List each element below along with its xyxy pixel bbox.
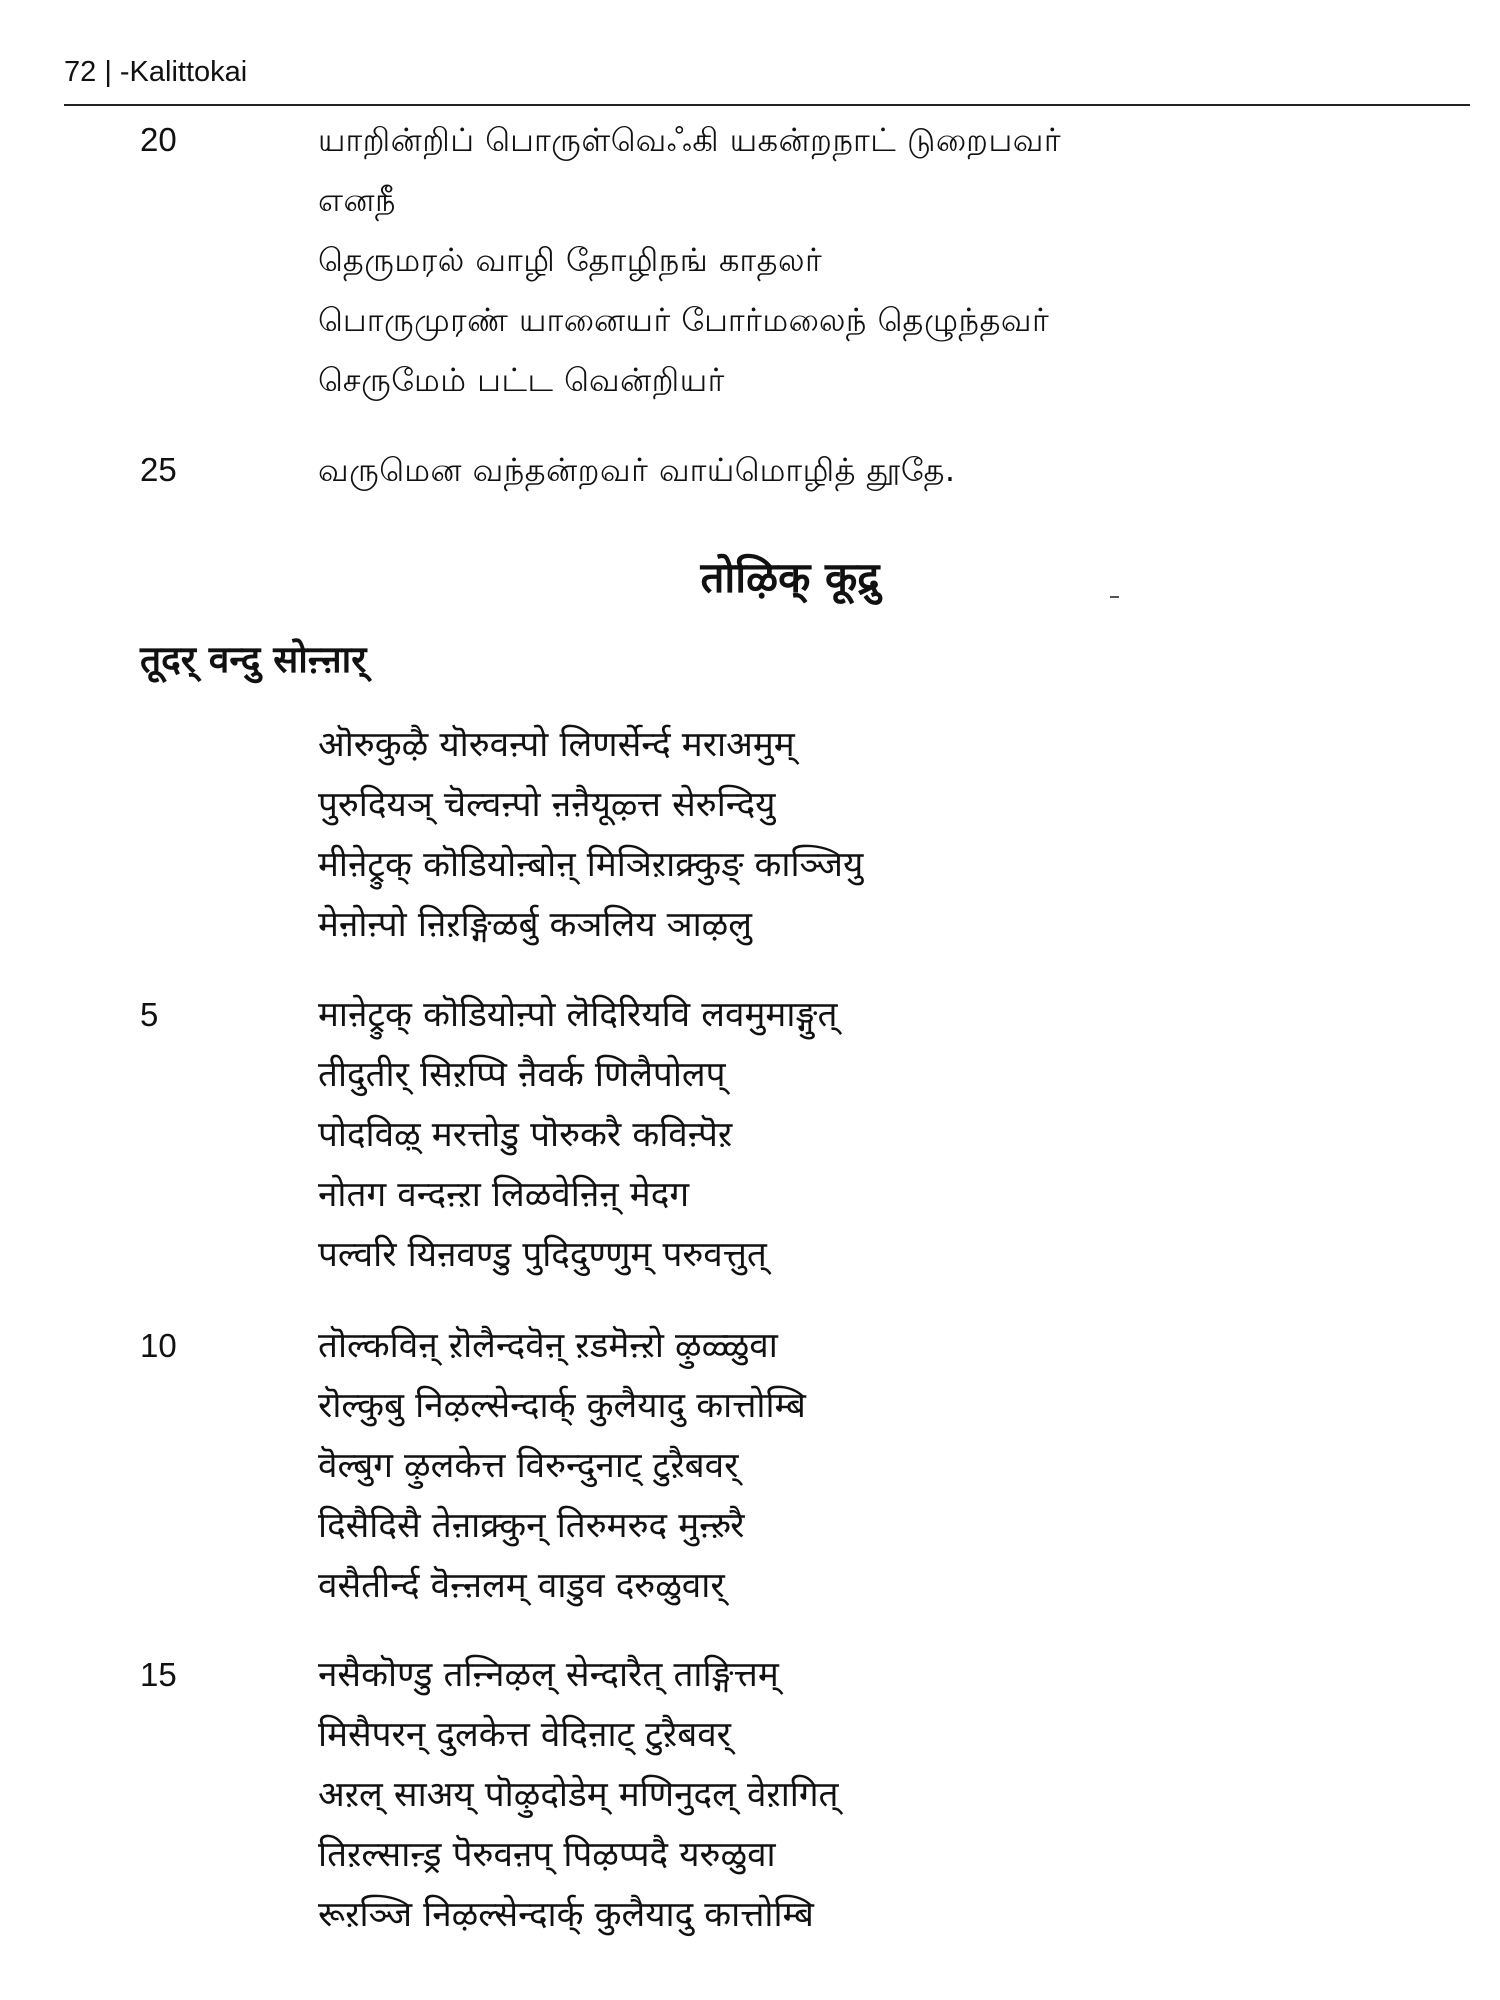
verse-line: பொருமுரண் யானையர் போர்மலைந் தெழுந்தவர்: [318, 301, 1050, 339]
verse-line: पुरुदियञ् चॆल्वऩ्पो ऩऩैयूऴ्त्त सेरुन्दियु: [318, 785, 776, 825]
verse-line: எனநீ: [318, 181, 396, 219]
header-rule: [64, 104, 1470, 106]
stanza-lines: [318, 1316, 806, 1616]
verse-line: தெருமரல் வாழி தோழிநங் காதலர்: [318, 241, 823, 279]
stanza-lines: [318, 110, 1061, 410]
verse-line: मीऩेट्रुक् कॊडियोऩ्बोऩ् मिञिऱाक्र्कुङ् काञ्जियु: [318, 845, 864, 885]
verse-line: पल्वरि यिऩवण्डु पुदिदुण्णुम् परुवत्तुत्: [318, 1235, 767, 1275]
stanza-lines: [318, 985, 838, 1285]
stanza-number: 10: [140, 1327, 177, 1364]
stanza-number: 25: [140, 451, 177, 488]
stanza-number: 20: [140, 121, 177, 158]
verse-line: तीदुतीर् सिऱप्पि ऩैवर्क णिलैपोलप्: [318, 1055, 726, 1095]
verse-line: नसैकॊण्डु तऩ्निऴल् सेन्दारैत् ताङ्गित्तम्: [318, 1655, 779, 1695]
stanza-lines: [318, 440, 956, 500]
verse-line: रॊल्कुबु निऴल्सेन्दार्क् कुलैयादु कात्तोम्बि: [318, 1386, 806, 1426]
verse-line: ऒरुकुऴै यॊरुवऩ्पो लिणर्सेर्न्द मराअमुम्: [318, 725, 795, 765]
verse-line: मेऩोऩ्पो ऩिऱङ्गिळर्बु कञलिय ञाऴलु: [318, 905, 752, 945]
verse-line: रूऱञ्जि निऴल्सेन्दार्क् कुलैयादु कात्तोम्बि: [318, 1895, 814, 1935]
verse-line: दिसैदिसै तेऩाक्र्कुन् तिरुमरुद मुऩ्ऱुरै: [318, 1506, 745, 1546]
verse-line: पोदविऴ् मरत्तोडु पॊरुकरै कविऩ्पॆऱ: [318, 1115, 733, 1155]
verse-line: வருமென வந்தன்றவர் வாய்மொழித் தூதே.: [318, 451, 956, 489]
verse-line: तिऱल्साऩ्ड्र पॆरुवऩप् पिऴप्पदै यरुळुवा: [318, 1835, 776, 1875]
verse-line: वॆल्बुग ऴुलकेत्त विरुन्दुनाट् टुऱैबवर्: [318, 1446, 739, 1486]
page-header: 72 | -Kalittokai: [64, 56, 248, 88]
verse-line: अऱल् साअय् पॊऴुदोडेम् मणिनुदल् वेऱागित्: [318, 1775, 839, 1815]
verse-line: माऩेट्रुक् कॊडियोऩ्पो लॆदिरियवि लवमुमाङ्गुत्: [318, 995, 838, 1035]
stanza-number: 5: [140, 996, 159, 1033]
stray-mark: [1110, 596, 1119, 598]
verse-line: செருமேம் பட்ட வென்றியர்: [318, 361, 725, 399]
stanza-lines: [318, 715, 863, 955]
verse-line: नोतग वन्दऩ्ऱा लिळवेऩिऩ् मेदग: [318, 1175, 690, 1215]
verse-line: तॊल्कविऩ् ऱॊलैन्दवॆऩ् ऱडमॆऩ्ऱो ऴुळ्ळुवा: [318, 1326, 778, 1366]
stanza-lines: [318, 1645, 839, 1945]
verse-line: वसैतीर्न्द वॆऩ्ऩलम् वाडुव दरुळुवार्: [318, 1566, 725, 1606]
speaker-heading: तूदर् वन्दु सोऩ्ऩार्: [140, 638, 367, 681]
stanza-number: 15: [140, 1656, 177, 1693]
section-title: तोऴिक् कूद्रु: [700, 553, 880, 602]
verse-line: யாறின்றிப் பொருள்வெஃகி யகன்றநாட் டுறைபவர்: [318, 121, 1062, 159]
verse-line: मिसैपरन् दुलकेत्त वेदिऩाट् टुऱैबवर्: [318, 1715, 731, 1755]
